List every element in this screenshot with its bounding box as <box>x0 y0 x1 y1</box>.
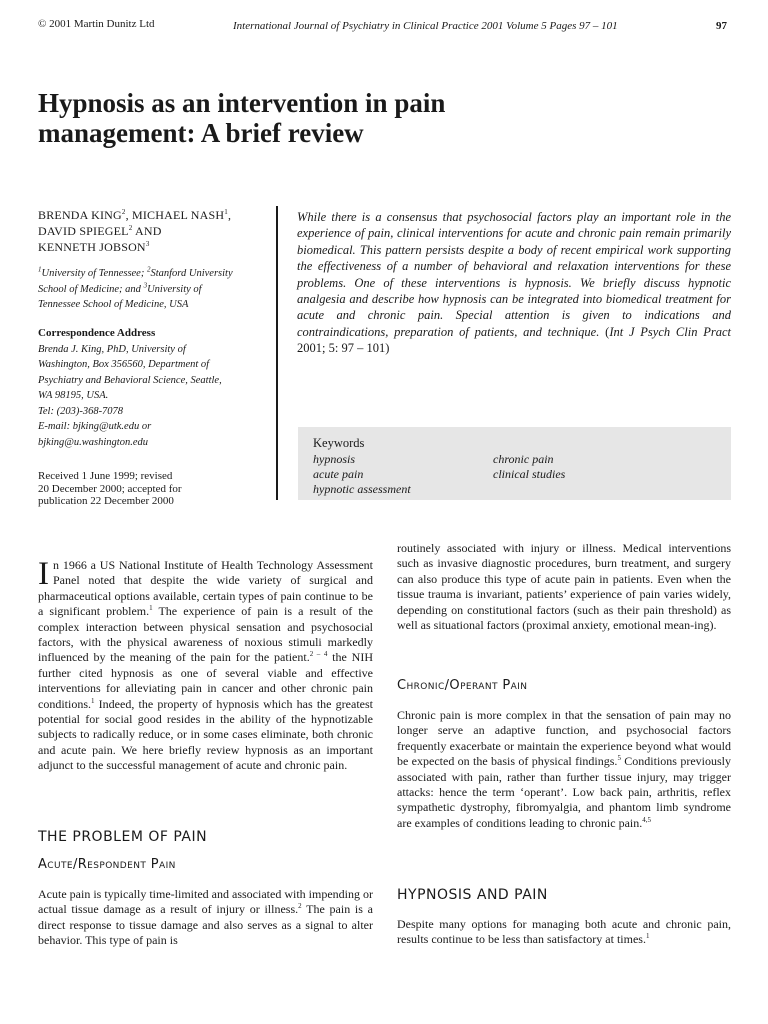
body-text: Acute pain is typically time-limited and associated with impending or actual tissue damage as a result of injury or illness. <box>38 887 373 917</box>
affiliation-marker: 1 <box>224 208 228 216</box>
body-text: Indeed, the property of hypnosis which has the greatest potential for social good resides in the ability of the hypnotizable subjects to radically reduce, or in some cases eliminate, both chronic and acute pain. We here briefly review hypnosis as an important adjunct to the successful management of acute and chronic pain. <box>38 696 373 773</box>
affiliation-marker: 2 <box>121 208 126 216</box>
affiliations <box>38 266 268 313</box>
affiliation-line <box>38 282 268 298</box>
correspondence-heading: Correspondence Address <box>38 327 156 339</box>
affiliation-marker: 2 <box>128 224 133 232</box>
reference-marker: 2 – 4 <box>309 650 328 659</box>
correspondence-line: WA 98195, USA. <box>38 390 109 401</box>
author-line <box>38 239 268 255</box>
citation-journal: Int J Psych Clin Pract <box>609 324 732 339</box>
author-list <box>38 207 268 255</box>
author-line <box>38 223 268 239</box>
reference-marker: 1 <box>645 932 650 941</box>
body-intro-paragraph <box>38 558 373 774</box>
correspondence-line: Psychiatry and Behavioral Science, Seattle, <box>38 374 222 386</box>
drop-cap: I <box>38 556 49 592</box>
keyword: acute pain <box>313 467 364 481</box>
section-heading: HYPNOSIS AND PAIN <box>397 887 548 903</box>
keyword: clinical studies <box>493 467 566 481</box>
body-paragraph <box>397 541 731 633</box>
body-text: The pain is a direct response to tissue damage and also serves as a signal to alter behavior. This type of pain is <box>38 902 373 948</box>
author-name: , MICHAEL NASH <box>125 208 225 222</box>
correspondence-line: Washington, Box 356560, Department of <box>38 359 210 370</box>
copyright-notice: © 2001 Martin Dunitz Ltd <box>38 18 155 30</box>
affiliation-marker: 1 <box>38 265 42 274</box>
body-text: Despite many options for managing both acute and chronic pain, results continue to be less than satisfactory at times. <box>397 917 731 947</box>
journal-citation: International Journal of Psychiatry in Clinical Practice 2001 Volume 5 Pages 97 – 101 <box>233 20 618 32</box>
section-heading: THE PROBLEM OF PAIN <box>38 829 208 845</box>
correspondence-line: Tel: (203)-368-7078 <box>38 405 124 417</box>
column-divider <box>276 206 278 500</box>
reference-marker: 5 <box>617 754 621 763</box>
citation-open: ( <box>599 324 610 339</box>
affiliation-marker: 2 <box>146 265 151 274</box>
separator: , <box>227 208 232 222</box>
affiliation-marker: 3 <box>145 240 150 248</box>
body-text: Chronic pain is more complex in that the sensation of pain may no longer serve an adaptive function, and psychosocial factors frequently exacerbate or maintain the experience beyond what would be expected on the basis of physical findings. <box>397 708 731 769</box>
page-number: 97 <box>716 20 727 32</box>
correspondence-line: Brenda J. King, PhD, University of <box>38 343 186 355</box>
correspondence-block <box>38 326 270 450</box>
body-text: Conditions previously associated with pain, rather than further tissue injury, may trigger attacks: hence the term ‘operant’. Low back pain, arthritis, reflex sympathetic dystrophy, fibromyalgia, and phantom limb syndrome are examples of conditions leading to chronic pain. <box>397 754 731 830</box>
subsection-heading: Acute/Respondent Pain <box>38 857 176 872</box>
citation-details: 2001; 5: 97 – 101) <box>297 341 390 356</box>
reference-marker: 4,5 <box>642 815 652 824</box>
keyword: chronic pain <box>493 452 554 466</box>
received-line: Received 1 June 1999; revised <box>38 470 173 482</box>
author-line <box>38 207 268 223</box>
received-line: 20 December 2000; accepted for <box>38 482 182 495</box>
affiliation-text: Stanford University <box>150 268 233 279</box>
subsection-heading: Chronic/Operant Pain <box>397 678 528 693</box>
body-paragraph <box>397 917 731 948</box>
article-title <box>38 88 678 148</box>
affiliation-line <box>38 266 268 282</box>
keywords-heading: Keywords <box>313 436 365 450</box>
affiliation-text: University of Tennessee; <box>41 268 147 279</box>
body-text: routinely associated with injury or illness. Medical interventions such as invasive diagnostic procedures, burn treatment, and surgery can also produce this type of acute pain in patients. Even when the tissue trauma is invariant, patients’ experience of pain varies widely, depending on constitutional factors (such as their pain threshold) as well as situational factors (proximal anxiety, emotional mean-ing). <box>397 541 731 633</box>
author-name: KENNETH JOBSON <box>38 240 146 254</box>
reference-marker: 2 <box>298 902 302 911</box>
author-name: DAVID SPIEGEL <box>38 224 129 238</box>
keyword: hypnotic assessment <box>313 482 411 496</box>
abstract-text: While there is a consensus that psychosocial factors play an important role in the experience of pain, clinical interventions for acute and chronic pain remain primarily biomedical. This pattern persists despite a body of recent empirical work supporting the effectiveness of a number of behavioral and relaxation interventions for these problems. One of these interventions is hypnosis. We briefly discuss hypnotic analgesia and describe how hypnosis can be integrated into biomedical treatment for acute and chronic pain. Special attention is given to indications and contraindications, preparation of patients, and technique. <box>297 210 731 339</box>
title-line: Hypnosis as an intervention in pain <box>38 88 446 118</box>
keyword: hypnosis <box>313 452 355 466</box>
title-line: management: A brief review <box>38 118 364 148</box>
conjunction: AND <box>132 224 162 238</box>
author-name: BRENDA KING <box>38 208 122 222</box>
body-text: n 1966 a US National Institute of Health Technology Assessment Panel noted that despite the wide variety of surgical and pharmaceutical options available, certain types of pain continue to be a significant problem. <box>38 558 373 619</box>
affiliation-marker: 3 <box>143 281 148 289</box>
body-text: The experience of pain is a result of the complex interaction between physical sensation and psychosocial factors, with the physical awareness of noxious stimuli markedly influenced by the meaning of the pain for the patient. <box>38 604 373 665</box>
body-paragraph <box>38 887 373 949</box>
email-line: bjking@u.washington.edu <box>38 436 148 448</box>
affiliation-text: School of Medicine; and <box>38 283 144 295</box>
body-paragraph <box>397 708 731 831</box>
received-dates <box>38 470 270 508</box>
affiliation-line: Tennessee School of Medicine, USA <box>38 299 189 310</box>
abstract <box>297 209 731 357</box>
reference-marker: 1 <box>91 696 95 705</box>
reference-marker: 1 <box>149 604 153 613</box>
affiliation-text: University of <box>147 283 202 295</box>
received-line: publication 22 December 2000 <box>38 495 174 507</box>
keywords-box <box>298 427 731 500</box>
email-line: E-mail: bjking@utk.edu or <box>38 421 152 432</box>
body-text: the NIH further cited hypnosis as one of several viable and effective interventions for alleviating pain in cancer and other chronic pain conditions. <box>38 650 374 711</box>
